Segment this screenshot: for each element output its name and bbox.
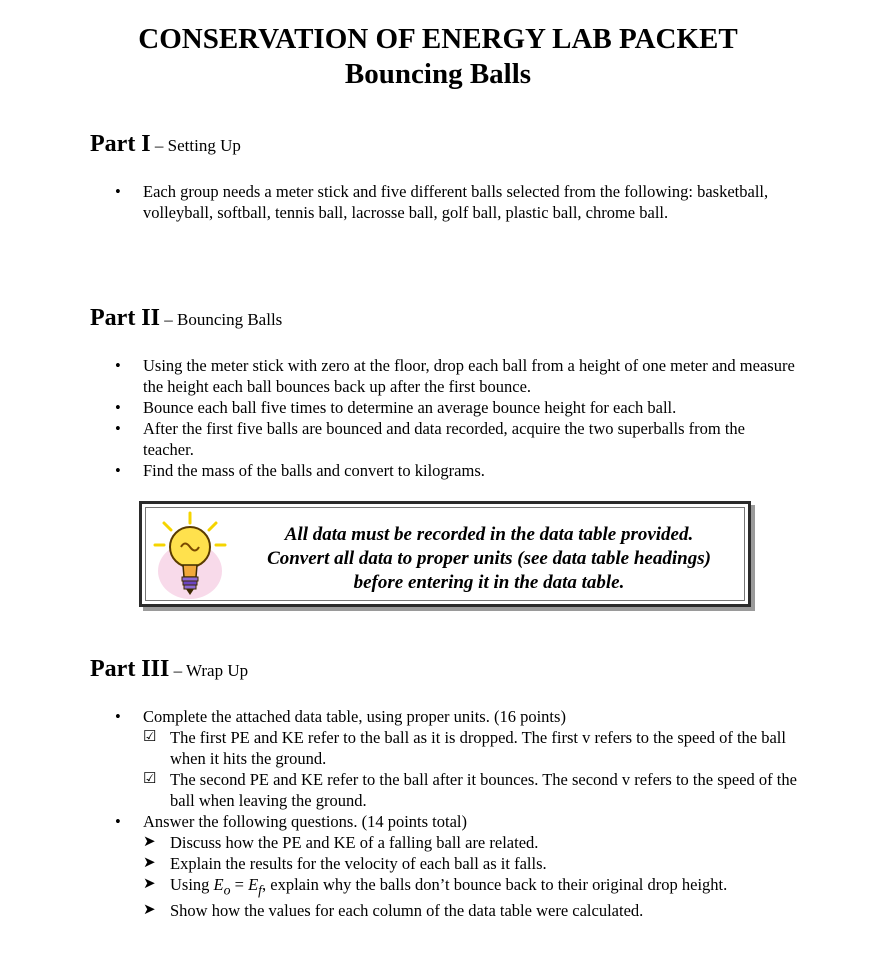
list-item: • After the first five balls are bounced and data recorded, acquire the two superballs from the teacher.: [115, 419, 746, 459]
part1-number: Part I: [90, 131, 151, 157]
part3-number: Part III: [90, 656, 170, 682]
bullet-icon: •: [115, 461, 121, 480]
arrow-bullet-icon: ➤: [143, 855, 156, 871]
part2-list: [115, 355, 795, 481]
checkbox-checked-icon: ☑: [143, 729, 157, 745]
part1-label: – Setting Up: [150, 136, 241, 155]
part1-list: [115, 181, 775, 223]
part1-heading: [90, 131, 241, 158]
callout-line-3: before entering it in the data table.: [353, 572, 625, 593]
callout-line-1: All data must be recorded in the data table provided.: [284, 524, 694, 545]
part2-label: – Bouncing Balls: [159, 310, 283, 329]
check-item: ☑ The first PE and KE refer to the ball as it is dropped. The first v refers to the speed of the ball when it hits the ground.: [143, 728, 786, 768]
callout-line-2: Convert all data to proper units (see data table headings): [267, 548, 711, 569]
bullet-icon: •: [115, 812, 121, 831]
part3-label: – Wrap Up: [169, 661, 249, 680]
arrow-bullet-icon: ➤: [143, 876, 156, 892]
bullet-icon: •: [115, 182, 121, 201]
list-item: • Answer the following questions. (14 points total) ➤ Discuss how the PE and KE of a falling ball are related. ➤ Explain the results for the velocity of each ball as it falls. ➤ Using $E_o = E_f$, explain why the balls don’t bounce back to their original drop height. ➤ Show how the values for each column of the data table were calculated.: [115, 811, 803, 921]
part3-heading: [90, 656, 248, 683]
list-item: • Complete the attached data table, using proper units. (16 points) ☑ The first PE and KE refer to the ball as it is dropped. The first v refers to the speed of the ball when it hits the ground. ☑ The second PE and KE refer to the ball after it bounces. The second v refers to the speed of the ball when leaving the ground.: [115, 706, 803, 811]
energy-final: $E_f$: [248, 875, 262, 898]
bullet-icon: •: [115, 398, 121, 417]
bullet-icon: •: [115, 419, 121, 438]
arrow-bullet-icon: ➤: [143, 902, 156, 919]
lightbulb-icon: [150, 507, 230, 603]
checkbox-checked-icon: ☑: [143, 771, 157, 787]
part2-heading: [90, 305, 282, 332]
callout-box: [139, 501, 751, 607]
bullet-icon: •: [115, 356, 121, 375]
arrow-item: ➤ Explain the results for the velocity of each ball as it falls.: [143, 854, 547, 873]
list-item: • Using the meter stick with zero at the floor, drop each ball from a height of one meter and measure the height each ball bounces back up after the first bounce.: [115, 356, 795, 396]
part2-number: Part II: [90, 305, 160, 331]
page-title: CONSERVATION OF ENERGY LAB PACKET: [138, 23, 738, 55]
list-item: • Each group needs a meter stick and five different balls selected from the following: basketball, volleyball, softball, tennis ball, lacrosse ball, golf ball, plastic ball, chrome ball.: [115, 182, 769, 222]
list-item: • Find the mass of the balls and convert to kilograms.: [115, 461, 485, 480]
list-item: • Bounce each ball five times to determine an average bounce height for each ball.: [115, 398, 677, 417]
part3-list: [115, 706, 803, 921]
arrow-item: ➤ Discuss how the PE and KE of a falling ball are related.: [143, 833, 539, 852]
arrow-bullet-icon: ➤: [143, 834, 156, 850]
page-subtitle: Bouncing Balls: [344, 58, 532, 90]
energy-initial: $E_o$: [213, 875, 231, 898]
bullet-icon: •: [115, 707, 121, 726]
arrow-item: ➤ Show how the values for each column of the data table were calculated.: [143, 901, 644, 921]
callout-text: [238, 523, 740, 595]
arrow-item: ➤ Using $E_o = E_f$, explain why the balls don’t bounce back to their original drop height.: [143, 875, 728, 898]
check-item: ☑ The second PE and KE refer to the ball after it bounces. The second v refers to the speed of the ball when leaving the ground.: [143, 770, 797, 810]
